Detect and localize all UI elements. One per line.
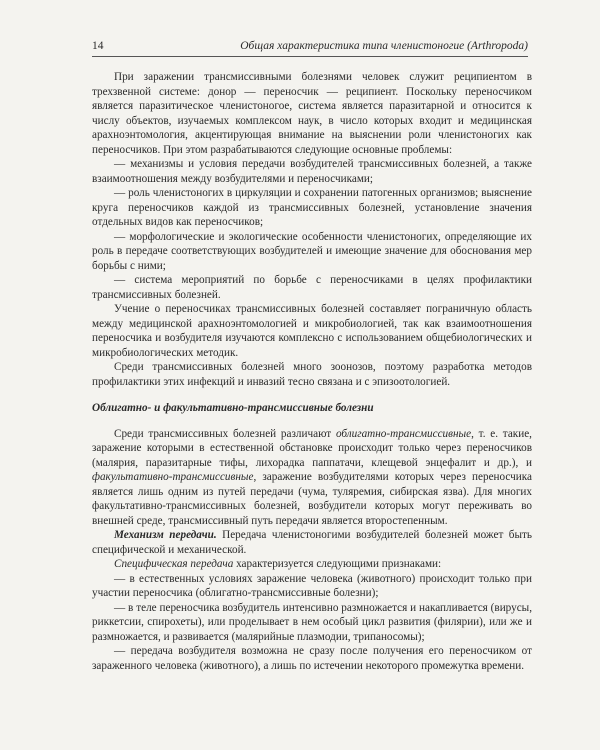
list-item: — в естественных условиях заражение человека (животного) происходит только при участии переносчика (облигатно-трансмиссивные болезни); bbox=[92, 572, 532, 599]
mechanism-paragraph bbox=[92, 528, 532, 557]
text-run: характеризуется следующими признаками: bbox=[233, 558, 442, 570]
section-title: Облигатно- и факультативно-трансмиссивные болезни bbox=[92, 402, 374, 414]
paragraph: При заражении трансмиссивными болезнями человек служит реципиентом в трехзвенной системе: донор — переносчик — реципиент. Поскольку переносчиком является паразитическое членистоногое, система является паразитарной и относится к числу объектов, изучаемых комплексом наук, в число которых входит и медицинская арахноэнтомология, акцентирующая внимание на выяснении роли членистоногих как переносчиков. При этом разрабатываются следующие основные проблемы: bbox=[92, 71, 532, 156]
paragraph: Учение о переносчиках трансмиссивных болезней составляет пограничную область между медицинской арахноэнтомологией и микробиологией, так как взаимоотношения переносчика и возбудителя изучаются комплексно с использованием общебиологических и микробиологических методик. bbox=[92, 303, 532, 359]
paragraph: Среди трансмиссивных болезней много зоонозов, поэтому разработка методов профилактики этих инфекций и инвазий тесно связана и с эпизоотологией. bbox=[92, 361, 532, 388]
term-obligate: облигатно-трансмиссивные bbox=[335, 427, 472, 440]
list-item: — система мероприятий по борьбе с переносчиками в целях профилактики трансмиссивных болезней. bbox=[92, 274, 532, 301]
text-run: Передача членистоногими возбудителей болезней может быть специфической и механической. bbox=[92, 529, 533, 556]
list-item: — механизмы и условия передачи возбудителей трансмиссивных болезней, а также взаимоотношения между возбудителями и переносчиками; bbox=[92, 158, 532, 185]
term-specific: Специфическая передача bbox=[114, 558, 234, 570]
term-facultative: факультативно-трансмиссивные bbox=[92, 471, 254, 483]
text-run: Среди трансмиссивных болезней различают bbox=[114, 427, 336, 440]
text-run: , заражение возбудителями которых через переносчика является лишь одним из путей передачи (чума, туляремия, сибирская язва). Для многих факультативно-трансмиссивных болезней, возбудители которых могут переживать во внешней среде, трансмиссивный путь передачи является второстепенным. bbox=[92, 471, 532, 527]
section-paragraph bbox=[92, 427, 532, 529]
list-item: — в теле переносчика возбудитель интенсивно размножается и накапливается (вирусы, риккетсии, спирохеты), или проделывает в нем особый цикл развития (филярии), или же и размножается, и развивается (малярийные плазмодии, трипаносомы); bbox=[92, 601, 532, 643]
list-item: — передача возбудителя возможна не сразу после получения его переносчиком от зараженного человека (животного), а лишь по истечении некоторого промежутка времени. bbox=[92, 645, 532, 672]
list-item: — морфологические и экологические особенности членистоногих, определяющие их роль в передаче соответствующих возбудителей и имеющие значение для обоснования мер борьбы с ними; bbox=[92, 230, 532, 272]
page-header bbox=[92, 40, 528, 57]
page-body bbox=[92, 70, 532, 673]
running-title: Общая характеристика типа членистоногие (Arthropoda) bbox=[240, 40, 528, 52]
page-number: 14 bbox=[92, 40, 104, 52]
specific-paragraph bbox=[92, 557, 532, 572]
list-item: — роль членистоногих в циркуляции и сохранении патогенных организмов; выяснение круга переносчиков каждой из трансмиссивных болезней, установление значения отдельных видов как переносчиков; bbox=[92, 187, 532, 228]
run-in-heading: Механизм передачи. bbox=[114, 529, 217, 541]
text-run: , т. е. такие, заражение которыми в естественной обстановке происходит только через переносчиков (малярия, паразитарные тифы, лихорадка паппатачи, клещевой энцефалит и др.), и bbox=[92, 427, 532, 469]
